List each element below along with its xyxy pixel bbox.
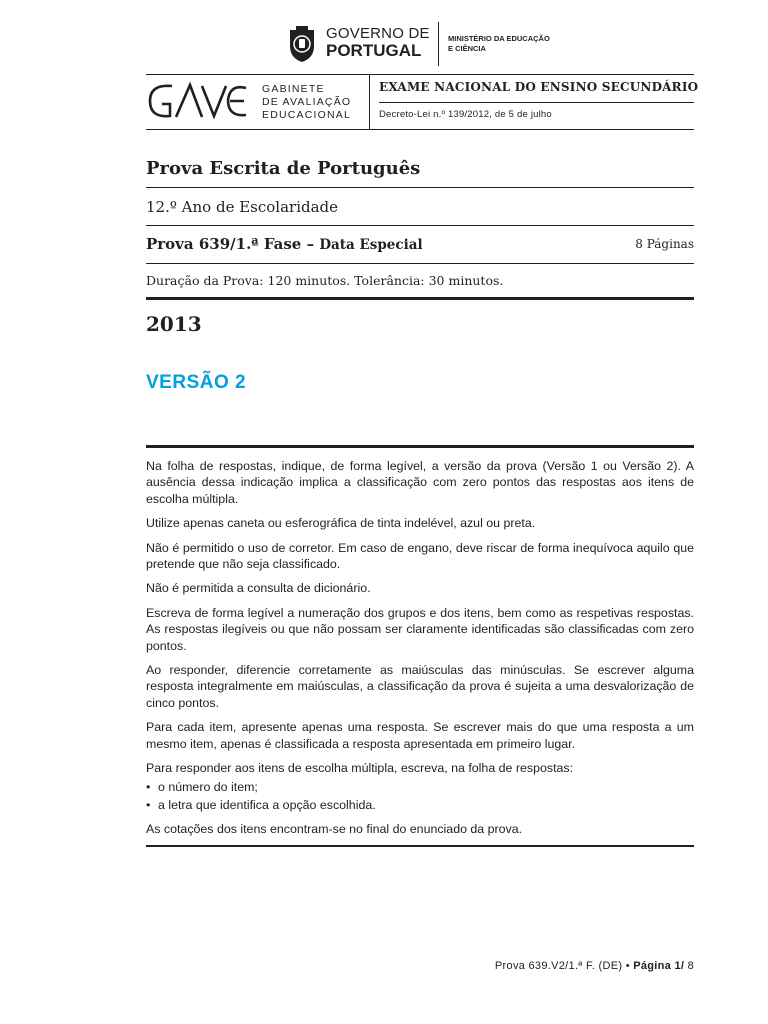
exam-special-date: Data Especial: [319, 237, 423, 253]
duration-thick-rule: [146, 297, 694, 300]
bullet-icon: •: [146, 779, 151, 794]
instruction-corrector: Não é permitido o uso de corretor. Em caso de engano, deve riscar de forma inequívoca aquilo que pretende que não seja classificado.: [146, 540, 694, 572]
footer-total: 8: [684, 960, 694, 972]
year-rule: [146, 225, 694, 226]
instructions-bottom-rule: [146, 845, 694, 847]
exam-year: 2013: [146, 312, 202, 336]
page-count: 8 Páginas: [635, 237, 694, 251]
exam-title-rule: [379, 102, 694, 103]
instructions: [146, 458, 694, 846]
bullet-text: a letra que identifica a opção escolhida.: [158, 797, 376, 812]
header-divider: [438, 22, 439, 66]
number-rule: [146, 263, 694, 264]
portugal-coat-of-arms-icon: [286, 24, 318, 64]
exam-name: Prova Escrita de Português: [146, 158, 421, 179]
exam-version: VERSÃO 2: [146, 372, 247, 393]
page-footer: [495, 960, 694, 972]
gave-name: [262, 83, 351, 122]
school-year: 12.º Ano de Escolaridade: [146, 198, 339, 216]
exam-duration: Duração da Prova: 120 minutos. Tolerância: 30 minutos.: [146, 273, 504, 288]
gave-line3: EDUCACIONAL: [262, 109, 352, 121]
instruction-multiple-choice: Para responder aos itens de escolha múltipla, escreva, na folha de respostas:: [146, 761, 574, 776]
instruction-capitals: Ao responder, diferencie corretamente as maiúsculas das minúsculas. Se escrever alguma resposta integralmente em maiúsculas, a classificação da prova é sujeita a uma desvalorização de cinco pontos.: [146, 663, 694, 710]
list-item: [146, 779, 694, 795]
decree-reference: Decreto-Lei n.º 139/2012, de 5 de julho: [379, 109, 552, 120]
instruction-dictionary: Não é permitida a consulta de dicionário.: [146, 581, 371, 596]
government-header: [286, 22, 576, 70]
footer-page: Página 1/: [633, 960, 685, 972]
instruction-legibility: Escreva de forma legível a numeração dos grupos e dos itens, bem como as respetivas respostas. As respostas ilegíveis ou que não possam ser claramente identificadas são classificadas com zero pontos.: [146, 605, 694, 653]
ministry-line2: E CIÊNCIA: [448, 44, 486, 53]
exam-code: Prova 639/1.ª Fase: [146, 235, 302, 253]
ministry-line1: MINISTÉRIO DA EDUCAÇÃO: [448, 34, 550, 43]
exam-number: [146, 235, 423, 253]
footer-reference: Prova 639.V2/1.ª F. (DE) •: [494, 960, 634, 972]
bullet-icon: •: [146, 797, 151, 812]
instruction-pen: Utilize apenas caneta ou esferográfica de tinta indelével, azul ou preta.: [146, 516, 536, 531]
gave-rule-top: [146, 74, 694, 75]
gave-divider: [369, 74, 370, 129]
instruction-scores: As cotações dos itens encontram-se no final do enunciado da prova.: [146, 822, 523, 837]
gov-name-line1: GOVERNO DE: [326, 25, 430, 42]
title-rule: [146, 187, 694, 188]
gave-line2: DE AVALIAÇÃO: [262, 96, 352, 108]
gave-logo-icon: [146, 80, 250, 122]
instruction-one-answer: Para cada item, apresente apenas uma resposta. Se escrever mais do que uma resposta a um mesmo item, apenas é classificada a resposta apresentada em primeiro lugar.: [146, 720, 694, 751]
bullet-text: o número do item;: [158, 779, 258, 794]
exam-title: EXAME NACIONAL DO ENSINO SECUNDÁRIO: [379, 80, 699, 94]
gave-line1: GABINETE: [262, 83, 325, 95]
gave-rule-bottom: [146, 129, 694, 130]
gov-name-line2: PORTUGAL: [326, 41, 422, 60]
instruction-version: Na folha de respostas, indique, de forma legível, a versão da prova (Versão 1 ou Versão 2). A ausência dessa indicação implica a classificação com zero pontos das respostas aos itens de escolha múltipla.: [146, 459, 694, 506]
exam-dash: –: [301, 235, 320, 253]
instructions-top-rule: [146, 445, 694, 448]
list-item: [146, 797, 694, 813]
